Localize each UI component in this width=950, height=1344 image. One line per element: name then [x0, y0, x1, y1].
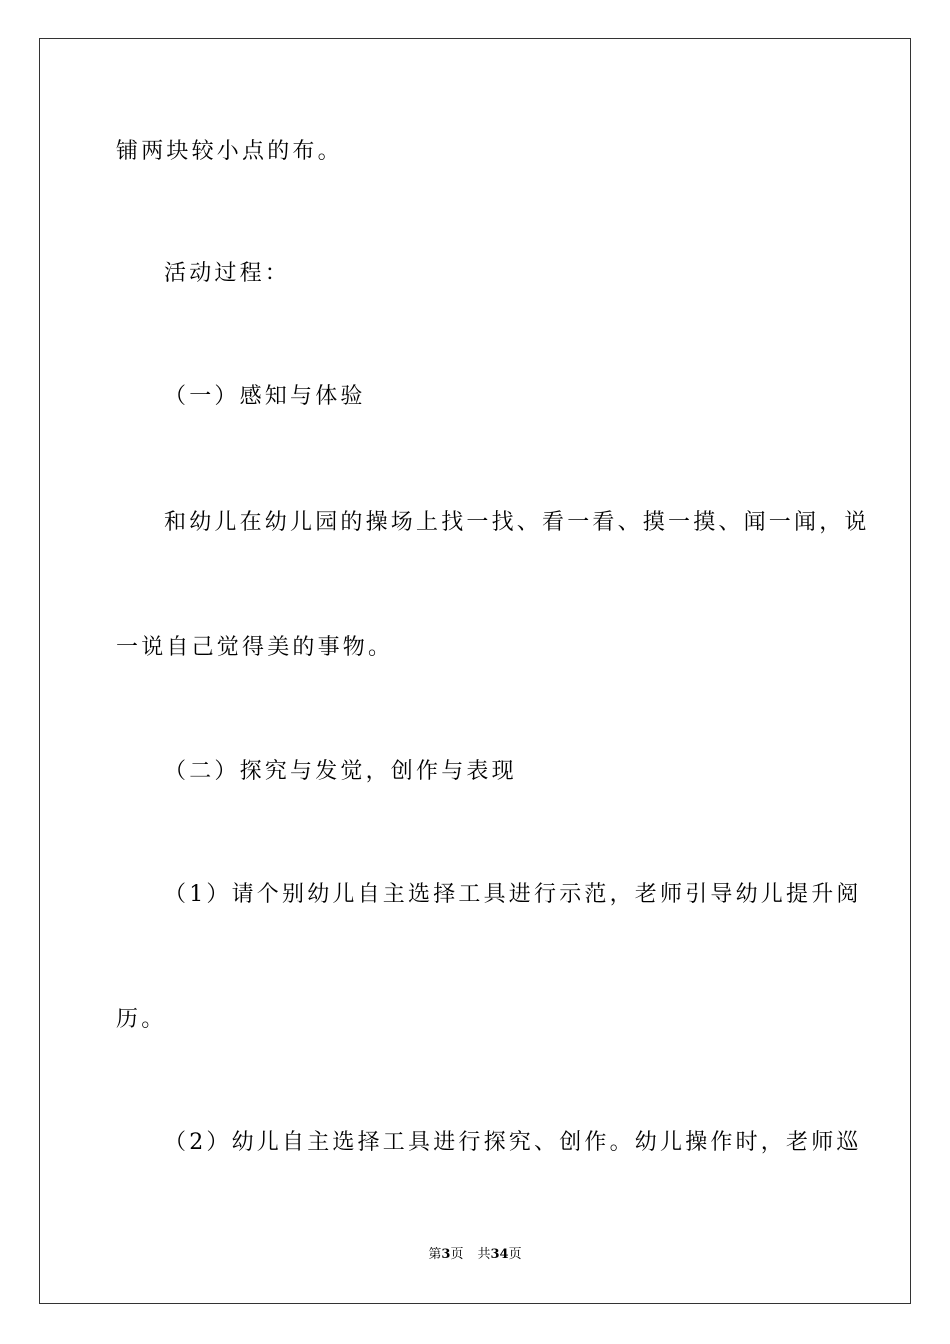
- subsection-heading: （二）探究与发觉，创作与表现: [164, 759, 517, 784]
- text-line: 一说自己觉得美的事物。: [116, 635, 394, 660]
- text-line: （1）请个别幼儿自主选择工具进行示范，老师引导幼儿提升阅: [164, 882, 862, 907]
- text-line: 铺两块较小点的布。: [116, 139, 343, 164]
- section-heading: 活动过程：: [164, 261, 291, 286]
- page-footer: [0, 1246, 950, 1264]
- current-page-number: 3: [441, 1247, 451, 1262]
- subsection-heading: （一）感知与体验: [164, 384, 366, 409]
- footer-total-prefix: 共: [477, 1247, 491, 1262]
- text-line: 和幼儿在幼儿园的操场上找一找、看一看、摸一摸、闻一闻，说: [164, 510, 870, 535]
- page-border: [39, 38, 911, 1304]
- footer-prefix: 第: [428, 1247, 442, 1262]
- text-line: 历。: [116, 1007, 167, 1032]
- footer-total-suffix: 页: [508, 1247, 522, 1262]
- total-pages-number: 34: [490, 1247, 509, 1262]
- footer-page-suffix: 页: [450, 1247, 464, 1262]
- text-line: （2）幼儿自主选择工具进行探究、创作。幼儿操作时，老师巡: [164, 1130, 862, 1155]
